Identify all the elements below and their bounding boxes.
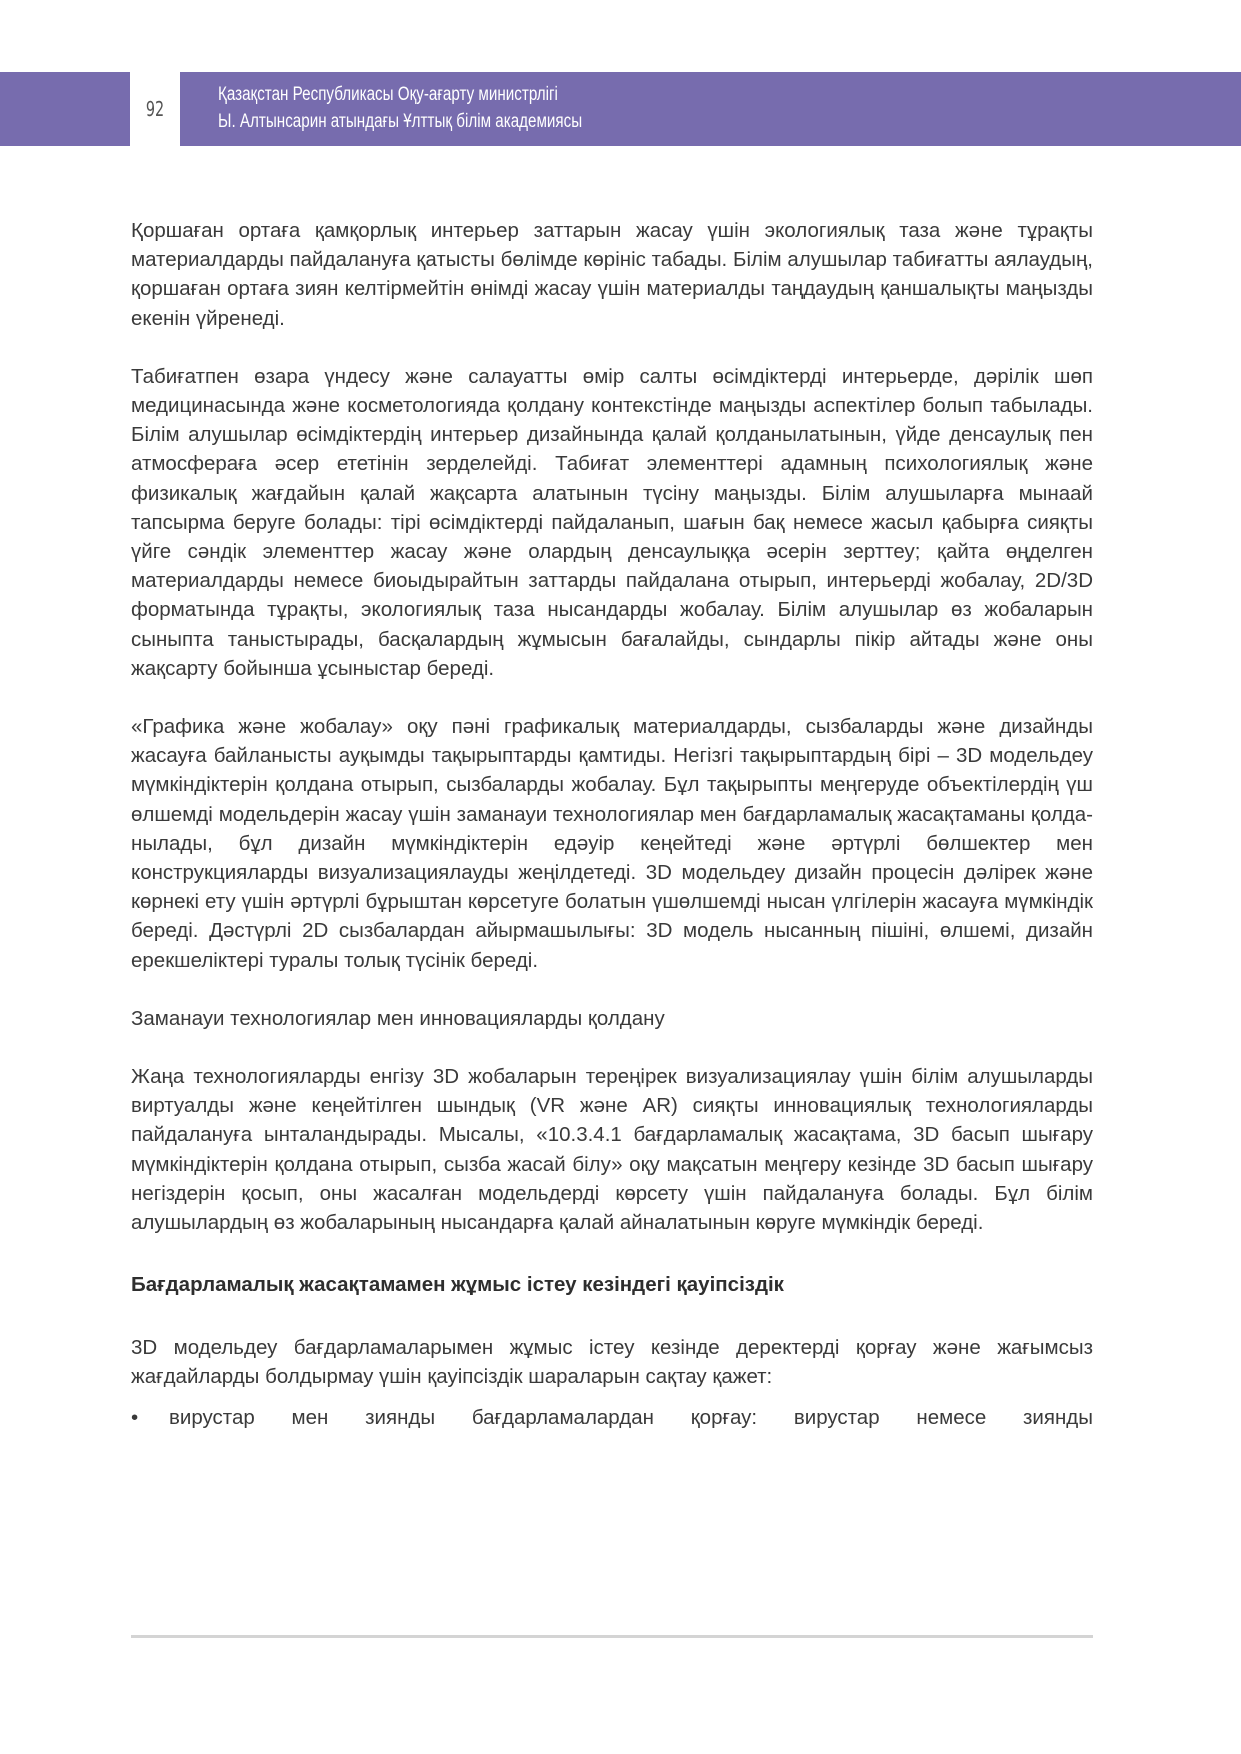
paragraph-eco-materials: Қоршаған ортаға қамқорлық интерьер заттарын жасау үшін экологиялық таза және тұрақты материалдарды пайдалануға қатысты бөлімде көрініс табады. Білім алушылар табиғатты аялаудың, қоршаған ортаға зиян келтірмейтін өнімді жасау үшін материалды таңдаудың қаншалықты маңызды екенін үйренеді. [131,219,1093,330]
header-org-line2: Ы. Алтынсарин атындағы Ұлттық білім академиясы [218,111,583,132]
bullet-icon: • [131,1405,139,1429]
footer-divider [131,1635,1093,1638]
section-heading-software-safety: Бағдарламалық жасақтамамен жұмыс істеу кезіндегі қауіпсіздік [131,1273,784,1297]
header-org-line1: Қазақстан Республикасы Оқу-ағарту министрлігі [218,84,558,105]
paragraph-graphics-design: «Графика және жобалау» оқу пәні графикалық материалдарды, сызбаларды және дизайнды жасауға байланысты ауқымды тақырыптарды қамтиды. Негізгі тақырыптардың бірі – 3D модельдеу мүмкіндіктерін қолдана отырып, сызбаларды жобалау. Бұл тақырыпты меңгеруде объектілердің үш өлшемді модельдерін жасау үшін заманауи технологиялар мен бағдарламалық жасақтаманы қолданылады, бұл дизайн мүмкіндіктерін едәуір кеңейтеді және әртүрлі бөлшектер мен конструкцияларды визуализациялауды жеңілдетеді. 3D модельдеу дизайн процесін дәлірек және көрнекі ету үшін әртүрлі бұрыштан көрсетуге болатын үшөлшемді нысан үлгілерін жасауға мүмкіндік береді. Дәстүрлі 2D сызбалардан айырмашылығы: 3D модель нысанның пішіні, өлшемі, дизайн ерекшеліктері туралы толық түсінік береді. [131,715,1093,972]
page-body [131,216,1093,1432]
subheading-modern-tech: Заманауи технологиялар мен инновацияларды қолдану [131,1006,665,1030]
page-number: 92 [145,97,165,121]
header-org-text [218,81,582,135]
paragraph-nature-health: Табиғатпен өзара үндесу және салауатты өмір салты өсімдіктерді интерьерде, дәрілік шөп медицинасында және косметологияда қолдану контекстінде маңызды аспектілер болып табылады. Білім алушылар өсімдіктердің интерьер дизайнында қалай қолданылатынын, үйде денсаулық пен атмосфераға әсер ететінін зерделейді. Табиғат элементтері адамның психологиялық және физикалық жағдайын қалай жақсарта алатынын түсіну маңызды. Білім алушыларға мынаай тапсырма беруге болады: тірі өсімдіктерді пайдаланып, шағын бақ немесе жасыл қабырға сияқты үйге сәндік элементтер жасау және олардың денсаулыққа әсерін зерттеу; қайта өңделген материалдарды немесе биоыдырайтын заттарды пайдалана отырып, интерьерді жобалау, 2D/3D форматында тұрақты, экологиялық таза нысандарды жобалау. Білім алушылар өз жобаларын сыныпта таныстырады, басқалардың жұмысын бағалайды, сындарлы пікір айтады және оны жақсарту бойынша ұсыныстар береді. [131,364,1093,680]
paragraph-safety-intro: 3D модельдеу бағдарламаларымен жұмыс істеу кезінде деректерді қорғау және жағымсыз жағдайларды болдырмау үшін қауіпсіздік шараларын сақтау қажет: [131,1335,1093,1388]
header-right-band [180,72,1241,146]
header-left-band [0,72,130,146]
bullet-text: вирустар мен зиянды бағдарламалардан қорғау: вирустар немесе зиянды [169,1405,1093,1429]
bullet-list-item [131,1403,1093,1432]
paragraph-vr-ar: Жаңа технологияларды енгізу 3D жобаларын тереңірек визуализациялау үшін білім алушыларды виртуалды және кеңейтілген шындық (VR және AR) сияқты инновациялық технологияларды пайдалануға ынталандырады. Мысалы, «10.3.4.1 бағдарламалық жасақтама, 3D басып шығару мүмкіндіктерін қолдана отырып, сызба жасай білу» оқу мақсатын меңгеру кезінде 3D басып шығару негіздерін қосып, оны жасалған модельдерді көрсету үшін пайдалануға болады. Бұл білім алушылардың өз жобаларының нысандарға қалай айналатынын көруге мүмкіндік береді. [131,1065,1093,1235]
